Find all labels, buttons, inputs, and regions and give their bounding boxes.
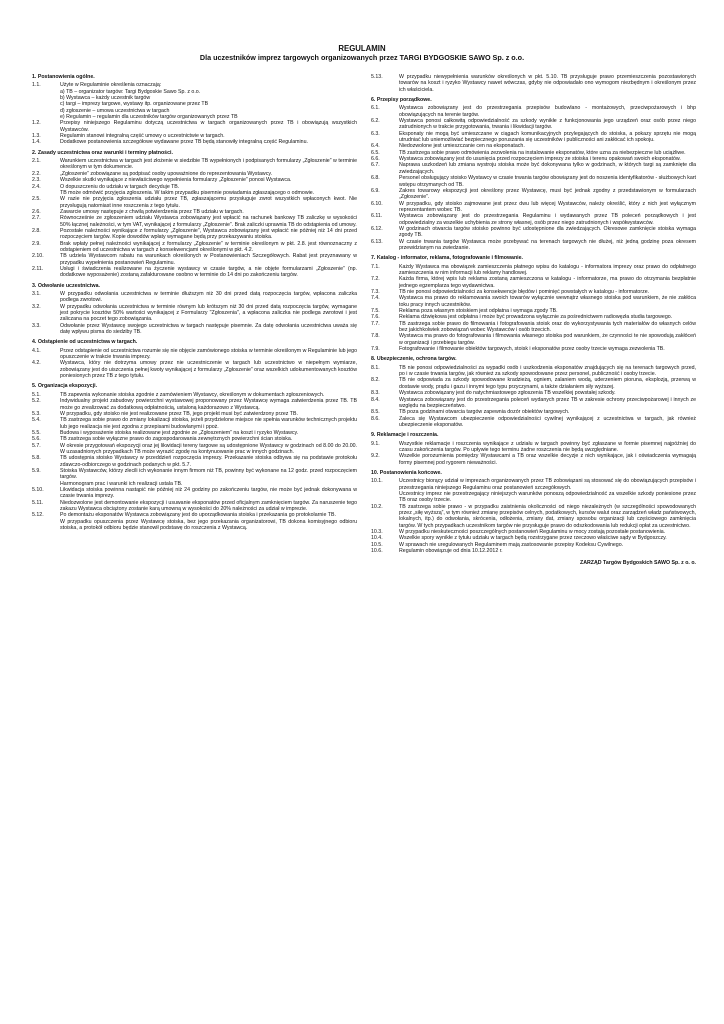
clause bbox=[371, 441, 696, 454]
clause-text: Wystawca zobowiązany jest do przestrzegania przepisów budowlano - montażowych, przeciwpożarowych i bhp obowiązujących na terenie targów. bbox=[399, 105, 696, 118]
clause-text: Eksponaty nie mogą być umieszczane w ciągach komunikacyjnych przylegających do stoiska, a pokazy sprzętu nie mogą utrudniać lub uniemożliwiać bezpiecznego poruszania się uczestników i publiczności ani zakłócać ich spokoju. bbox=[399, 130, 696, 144]
clause-text: W przypadku niewypełnienia warunków określonych w pkt. 5.10. TB przysługuje prawo przemieszczenia pozostawionych towarów na koszt i ryzyko Wystawcy nawet wówczas, gdyby nie odpowiadało ono wymogom niezbędnym i określonym przez ich właściciela. bbox=[399, 74, 696, 93]
section bbox=[371, 356, 696, 428]
clause bbox=[32, 512, 357, 531]
section bbox=[371, 255, 696, 352]
clause-number: 2.2. bbox=[32, 170, 41, 177]
clause bbox=[32, 184, 357, 197]
section-title: 2. Zasady uczestnictwa oraz warunki i terminy płatności. bbox=[32, 149, 173, 156]
clause-number: 7.4. bbox=[371, 295, 380, 302]
clause-number: 8.5. bbox=[371, 409, 380, 416]
clause bbox=[32, 253, 357, 266]
clause bbox=[371, 478, 696, 503]
clause-text: Każdy Wystawca ma obowiązek zamieszczenia płatnego wpisu do katalogu - informatora imprezy oraz prawo do odpłatnego zamieszczenia w nim informacji lub reklamy handlowej. bbox=[399, 263, 696, 276]
clause-number: 8.3. bbox=[371, 390, 380, 397]
clause-number: 6.9. bbox=[371, 187, 380, 194]
clause-number: 6.1. bbox=[371, 105, 380, 112]
clause-text: Zakres towarowy ekspozycji jest określony przez Wystawcę, musi być jednak zgodny z przedstawionym w formularzach „Zgłoszenie”. bbox=[399, 187, 696, 201]
section bbox=[371, 74, 696, 93]
clause-text: TB udziela Wystawcom rabatu na warunkach określonych w Postanowieniach Szczegółowych. Rabat jest przyznawany w przypadku wypełnienia postanowień Regulaminu. bbox=[60, 253, 357, 266]
clause-text: Wszystkie reklamacje i roszczenia wynikające z udziału w targach powinny być zgłaszane w formie pisemnej najpóźniej do czasu zakończenia targów. Po upływie tego terminu żadne roszczenia nie będą uwzględniane. bbox=[399, 440, 696, 453]
clause-number: 10.5. bbox=[371, 541, 383, 548]
clause bbox=[371, 416, 696, 429]
section-title: 5. Organizacja ekspozycji. bbox=[32, 383, 98, 390]
clause bbox=[32, 323, 357, 336]
clause-text: Wystawca zobowiązany jest do przestrzegania Regulaminu i wydawanych przez TB poleceń porządkowych i jest odpowiedzialny za wszelkie uchybienia ze strony własnej, osób przez niego zatrudnionych i współwystawców. bbox=[399, 213, 696, 226]
section-title: 9. Reklamacje i roszczenia. bbox=[371, 432, 439, 439]
clause-number: 6.10. bbox=[371, 200, 383, 207]
section bbox=[32, 150, 357, 279]
clause-number: 7.1. bbox=[371, 263, 380, 270]
section-title: 4. Odstąpienie od uczestnictwa w targach. bbox=[32, 339, 138, 346]
clause-text: TB zastrzega sobie prawo do zmiany lokalizacji stoiska, jeżeli przydzielone miejsce nie spełnia warunków technicznych projektu lub jego realizacja nie jest zgodna z przepisami budowlanymi i ppoż. bbox=[60, 417, 357, 430]
clause bbox=[32, 82, 357, 120]
clause-text: TB nie odpowiada za szkody spowodowane kradzieżą, ogniem, zalaniem wodą, uderzeniem pioruna, eksplozją, przerwą w dostawie wody, prądu i gazu i innymi tego typu przyczynami, a także działaniem siły wyższej. bbox=[399, 377, 696, 390]
clause bbox=[371, 365, 696, 378]
clause-number: 5.11. bbox=[32, 499, 44, 506]
clause bbox=[32, 348, 357, 361]
clause-text: Regulamin stanowi integralną część umowy o uczestnictwie w targach. bbox=[60, 133, 225, 140]
clause bbox=[371, 504, 696, 529]
section bbox=[32, 339, 357, 379]
clause bbox=[371, 453, 696, 466]
clause bbox=[32, 158, 357, 171]
clause-number: 2.3. bbox=[32, 177, 41, 184]
clause-text: W przypadku, gdy stoisko zajmowane jest przez dwu lub więcej Wystawców, należy określić, który z nich jest wyłącznym reprezentantem wobec TB. bbox=[399, 200, 696, 213]
clause-text: Wszelkie skutki wynikające z niewłaściwego wypełnienia formularzy „Zgłoszenie” ponosi Wystawca. bbox=[60, 177, 292, 184]
clause-number: 2.11. bbox=[32, 265, 44, 272]
clause-text: Personel obsługujący stoisko Wystawcy w czasie trwania targów obowiązany jest do noszenia identyfikatorów - służbowych kart wstępu otrzymanych od TB. bbox=[399, 175, 697, 188]
clause-text: Odwołanie przez Wystawcę swojego uczestnictwa w targach następuje pisemnie. Za datę odwołania uczestnictwa uważa się datę wpływu pisma do siedziby TB. bbox=[60, 322, 357, 336]
clause-number: 5.3. bbox=[32, 410, 41, 417]
clause bbox=[32, 443, 357, 456]
clause bbox=[371, 201, 696, 214]
clause-text: Równocześnie ze zgłoszeniem udziału Wystawca zobowiązany jest wpłacić na rachunek bankowy TB zaliczkę w wysokości 50% łącznej należności, w tym VAT, wynikającej z formularzy „Zgłoszenie”. Brak zaliczki uprawnia TB do odstąpienia od umowy. bbox=[60, 215, 357, 228]
clause-number: 5.8. bbox=[32, 455, 41, 462]
clause-number: 2.10. bbox=[32, 253, 44, 260]
clause bbox=[371, 105, 696, 118]
clause-text: Naprawa uszkodzeń lub zmiana wystroju stoiska może być dokonywana tylko w godzinach, w których targi są zamknięte dla zwiedzających. bbox=[399, 162, 696, 175]
clause-text: Wszelkie porozumienia pomiędzy Wystawcami a TB oraz wszelkie decyzje z nich wynikające, jak i oświadczenia wymagają formy pisemnej pod rygorem nieważności. bbox=[399, 453, 696, 466]
clause-text: Wystawca zobowiązany jest do przestrzegania poleceń wydanych przez TB w zakresie ochrony przeciwpożarowej i innych ze względu na bezpieczeństwo. bbox=[399, 396, 696, 409]
clause bbox=[371, 264, 696, 277]
clause bbox=[32, 139, 357, 145]
clause-number: 10.3. bbox=[371, 529, 383, 536]
clause-text: Wystawca ma prawo do reklamowania swoich towarów wyłącznie wewnątrz własnego stoiska pod warunkiem, że nie zakłóca toku pracy innych uczestników. bbox=[399, 295, 696, 308]
clause-text: Niedozwolone jest demontowanie ekspozycji i usuwanie eksponatów przed oficjalnym zamknięciem targów. Za naruszenie tego zakazu Wystawca obciążony zostanie karą umowną w wysokości do 20% należności za udział w imprezie. bbox=[60, 499, 357, 512]
section bbox=[371, 97, 696, 251]
clause-number: 6.6. bbox=[371, 156, 380, 163]
section bbox=[371, 432, 696, 466]
clause bbox=[32, 360, 357, 379]
clause bbox=[371, 226, 696, 239]
clause bbox=[371, 239, 696, 252]
clause-text: Pozostałe należności wynikające z formularzy „Zgłoszenie”, Wystawca zobowiązany jest wpłacić nie później niż 14 dni przed rozpoczęciem targów. Kopie dowodów wpłaty wymagane będą przy przekazywaniu stoiska. bbox=[60, 227, 357, 241]
clause-text: W godzinach otwarcia targów stoisko powinno być udostępnione dla zwiedzających. Okresowe zamknięcie stoiska wymaga zgody TB. bbox=[399, 225, 696, 239]
clause bbox=[32, 304, 357, 323]
clause-number: 5.10. bbox=[32, 486, 44, 493]
clause-text: Likwidacja stoiska powinna nastąpić nie później niż 24 godziny po zakończeniu targów, nie może być jednak dokonywana w czasie trwania imprezy. bbox=[60, 486, 357, 500]
clause-text: W przypadku odwołania uczestnictwa w terminie równym lub krótszym niż 30 dni przed datą rozpoczęcia targów, wymagane jest pokrycie kosztów 50% wartości wynikającej z Formularzy "Zgłoszenia", a wpłacona zaliczka nie podlega zwrotowi i jest zaliczana na poczet tego zobowiązania. bbox=[60, 303, 357, 323]
clause-text: Regulamin obowiązuje od dnia 10.12.2012 r. bbox=[399, 548, 503, 555]
clause bbox=[371, 295, 696, 308]
section bbox=[32, 74, 357, 146]
clause bbox=[32, 266, 357, 279]
clause-number: 6.7. bbox=[371, 162, 380, 169]
clause-text: Dodatkowe postanowienia szczegółowe wydawane przez TB będą stanowiły integralną część Regulaminu. bbox=[60, 139, 308, 146]
clause-number: 7.5. bbox=[371, 308, 380, 315]
clause-number: 6.12. bbox=[371, 225, 383, 232]
clause-number: 9.2. bbox=[371, 453, 380, 460]
clause-number: 1.3. bbox=[32, 133, 41, 140]
clause-number: 4.1. bbox=[32, 347, 41, 354]
section-title: 8. Ubezpieczenie, ochrona targów. bbox=[371, 356, 457, 363]
clause-number: 2.9. bbox=[32, 240, 41, 247]
clause bbox=[371, 175, 696, 188]
clause-number: 3.2. bbox=[32, 303, 41, 310]
clause bbox=[371, 276, 696, 289]
clause bbox=[371, 188, 696, 201]
clause-number: 10.2. bbox=[371, 503, 383, 510]
clause-number: 5.12. bbox=[32, 512, 44, 519]
clause-text: Indywidualny projekt zabudowy powierzchni wystawowej proponowany przez Wystawcę wymaga zatwierdzenia przez TB. TB może go zrealizować za dodatkową odpłatnością, ustaloną każdorazowo z Wystawcą. bbox=[60, 398, 357, 411]
clause-text: Zawarcie umowy następuje z chwilą potwierdzenia przez TB udziału w targach. bbox=[60, 208, 244, 215]
clause-number: 2.7. bbox=[32, 215, 41, 222]
clause bbox=[32, 487, 357, 500]
clause-text: W przypadku nieskuteczności poszczególnych postanowień Regulaminu w mocy zostają pozostałe postanowienia. bbox=[399, 529, 666, 536]
clause bbox=[371, 321, 696, 334]
clause-text: Każda firma, której wpis lub reklama zostaną zamieszczona w katalogu - informatorze, ma prawo do otrzymania bezpłatnie jednego egzemplarza tego wydawnictwa. bbox=[399, 276, 696, 289]
clause bbox=[32, 468, 357, 487]
clause-text: W okresie przygotowań ekspozycji oraz jej likwidacji tereny targowe są udostępnione Wystawcy w godzinach od 8.00 do 20.00. W uzasadnionych przypadkach TB może wyrazić zgodę na kontynuowanie prac w innych godzinach. bbox=[60, 442, 357, 455]
clause-text: TB zastrzega sobie prawo - w przypadku zaistnienia okoliczności od niego niezależnych (w szczególności spowodowanych przez „siłę wyższą”, w tym również zmianę przepisów celnych, podatkowych, kursów walut oraz zarządzeń władz państwowych, lokalnych, itp.) do odwołania, skrócenia, odłożenia, zmiany dat, zmiany sposobu organizacji lub częściowego zamknięcia targów. W tych przypadkach uczestnikom targów nie przysługuje prawo do odszkodowania lub redukcji opłat za uczestnictwo. bbox=[399, 503, 696, 529]
clause-number: 6.13. bbox=[371, 238, 383, 245]
clause bbox=[32, 398, 357, 411]
clause-text: O dopuszczeniu do udziału w targach decyduje TB. TB może odmówić przyjęcia zgłoszenia. W takim przypadku pisemnie powiadamia zgłaszającego o odmowie. bbox=[60, 183, 315, 196]
section-title: 10. Postanowienia końcowe. bbox=[371, 469, 442, 476]
clause-text: Stoiska Wystawców, którzy zlecili ich wykonanie innym firmom niż TB, powinny być wykonane na 12 godz. przed rozpoczęciem targów. Harmonogram prac i warunki ich realizacji ustala TB. bbox=[60, 467, 357, 487]
clause bbox=[371, 397, 696, 410]
document-header bbox=[0, 44, 724, 62]
clause-text: Przez odstąpienie od uczestnictwa rozumie się nie objęcie zamówionego stoiska w terminie określonym w Regulaminie lub jego opuszczenie w trakcie trwania imprezy. bbox=[60, 347, 357, 361]
document-subtitle: Dla uczestników imprez targowych organizowanych przez TARGI BYDGOSKIE SAWO Sp. z o.o. bbox=[199, 53, 525, 62]
clause-number: 8.2. bbox=[371, 377, 380, 384]
clause bbox=[371, 346, 696, 352]
clause-number: 8.6. bbox=[371, 415, 380, 422]
clause-number: 3.3. bbox=[32, 322, 41, 329]
clause bbox=[32, 291, 357, 304]
clause-text: TB zapewnia wykonanie stoiska zgodnie z zamówieniem Wystawcy, określonym w dokumentach zgłoszeniowych. bbox=[60, 391, 325, 398]
section-title: 6. Przepisy porządkowe. bbox=[371, 97, 432, 104]
clause-text: Wszelkie spory wynikłe z tytułu udziału w targach będą rozstrzygane przez rzeczowo właściwe sądy w Bydgoszczy. bbox=[399, 535, 667, 542]
section-title: 7. Katalog - informator, reklama, fotografowanie i filmowanie. bbox=[371, 255, 523, 262]
section bbox=[32, 283, 357, 336]
clause-text: TB zastrzega sobie prawo odmówienia zezwolenia na instalowanie eksponatów, które uzna za niebezpieczne lub uciążliwe. bbox=[399, 149, 686, 156]
clause bbox=[371, 74, 696, 93]
clause-text: TB udostępnia stoisko Wystawcy w przeddzień rozpoczęcia imprezy. Przekazanie stoiska odbywa się na podstawie protokołu zdawczo-odbiorczego w godzinach podanych w pkt. 5.7. bbox=[60, 455, 357, 468]
clause-number: 10.1. bbox=[371, 478, 383, 485]
clause-number: 6.2. bbox=[371, 118, 380, 125]
clause-number: 9.1. bbox=[371, 440, 380, 447]
clause bbox=[371, 131, 696, 144]
clause-text: TB nie ponosi odpowiedzialności za wypadki osób i uszkodzenia eksponatów znajdujących się na terenach targowych przed, po i w czasie trwania targów, jak również za szkody spowodowane przez personel, publiczność i osoby trzecie. bbox=[399, 364, 696, 378]
clause-number: 7.3. bbox=[371, 289, 380, 295]
clause-text: TB poza godzinami otwarcia targów zapewnia dozór obiektów targowych. bbox=[399, 409, 570, 416]
clause-number: 7.9. bbox=[371, 346, 380, 353]
clause-number: 2.6. bbox=[32, 208, 41, 215]
clause-number: 8.1. bbox=[371, 364, 380, 371]
clause-number: 2.8. bbox=[32, 227, 41, 234]
clause-text: Przepisy niniejszego Regulaminu dotyczą uczestnictwa w targach organizowanych przez TB i obowiązują wszystkich Wystawców. bbox=[60, 120, 357, 133]
clause-text: Warunkiem uczestnictwa w targach jest złożenie w siedzibie TB wypełnionych i podpisanych formularzy „Zgłoszenie” w terminie określonym w tym dokumencie. bbox=[60, 158, 357, 171]
clause-number: 7.6. bbox=[371, 314, 380, 321]
clause-text: Użyte w Regulaminie określenia oznaczają: a) TB – organizator targów: Targi Bydgoskie Sawo Sp. z o.o. b) Wystawca – każdy uczestnik targów c) targi – imprezy targowe, wystawy itp. organizowane przez TB d) zgłoszenie – umowa uczestnictwa w targach e) Regulamin – regulamin dla uczestników targów organizowanych przez TB bbox=[60, 82, 238, 121]
clause-text: Wystawca zobowiązany jest do usunięcia przed rozpoczęciem imprezy ze stoiska i terenu opakowań swoich eksponatów. bbox=[399, 156, 681, 163]
clause bbox=[32, 215, 357, 228]
clause bbox=[32, 120, 357, 133]
clause-text: Budowa i wyposażenie stoiska realizowane jest zgodnie ze „Zgłoszeniem” na koszt i ryzyko Wystawcy. bbox=[60, 429, 299, 436]
clause bbox=[32, 500, 357, 513]
clause-number: 5.6. bbox=[32, 436, 41, 443]
clause-text: Uczestnicy biorący udział w imprezach organizowanych przez TB zobowiązani są stosować się do obowiązujących przepisów i przestrzegania niniejszego Regulaminu oraz postanowień szczegółowych. Uczestnicy imprez nie przestrzegający niniejszych warunków ponoszą odpowiedzialność za wszelkie szkody poniesione przez TB oraz osoby trzecie. bbox=[399, 478, 696, 504]
clause bbox=[371, 377, 696, 390]
clause-text: W razie nie przyjęcia zgłoszenia udziału przez TB, zgłaszającemu przysługuje zwrot wszystkich wpłaconych kwot. Nie przysługują natomiast inne roszczenia z tego tytułu. bbox=[60, 196, 357, 209]
clause bbox=[371, 162, 696, 175]
clause-text: Wystawca ponosi całkowitą odpowiedzialność za szkody wynikłe z funkcjonowania jego urządzeń oraz osób przez niego zatrudnionych w trakcie przygotowania, trwania i likwidacji targów. bbox=[399, 118, 696, 131]
clause-number: 8.4. bbox=[371, 396, 380, 403]
clause-number: 5.2. bbox=[32, 398, 41, 405]
clause-number: 6.3. bbox=[371, 130, 380, 137]
clause-text: W czasie trwania targów Wystawca może przebywać na terenach targowych nie dłużej, niż jedną godzinę poza okresem przewidzianym na zwiedzanie. bbox=[399, 238, 696, 251]
clause-text: W przypadku, gdy stoisko nie jest realizowane przez TB, jego projekt musi być zatwierdzony przez TB. bbox=[60, 410, 298, 417]
clause-number: 5.9. bbox=[32, 467, 41, 474]
clause-number: 3.1. bbox=[32, 291, 41, 297]
right-column bbox=[371, 74, 696, 567]
clause-text: Reklama dźwiękowa jest odpłatna i może być prowadzona wyłącznie za pośrednictwem radiowęzła studia targowego. bbox=[399, 314, 673, 321]
clause bbox=[371, 333, 696, 346]
section-title: 3. Odwołanie uczestnictwa. bbox=[32, 282, 100, 289]
section bbox=[371, 470, 696, 554]
clause-text: Wystawca zobowiązany jest do natychmiastowego zgłoszenia TB wszelkiej powstałej szkody. bbox=[399, 390, 616, 397]
section-title: 1. Postanowienia ogólne. bbox=[32, 74, 95, 80]
clause-number: 2.4. bbox=[32, 183, 41, 190]
clause-text: TB zastrzega sobie prawo do filmowania i fotografowania stoisk oraz do wykorzystywania tych materiałów do własnych celów bez jakichkolwiek zobowiązań wobec Wystawców i osób trzecich. bbox=[399, 320, 696, 334]
clause-text: W sprawach nie uregulowanych Regulaminem mają zastosowanie przepisy Kodeksu Cywilnego. bbox=[399, 541, 624, 548]
clause-number: 7.7. bbox=[371, 320, 380, 327]
clause-number: 1.1. bbox=[32, 82, 41, 89]
clause-text: W przypadku odwołania uczestnictwa w terminie dłuższym niż 30 dni przed datą rozpoczęcia targów, wpłacona zaliczka podlega zwrotowi. bbox=[60, 291, 357, 304]
clause-number: 5.5. bbox=[32, 429, 41, 436]
clause-number: 7.8. bbox=[371, 333, 380, 340]
clause bbox=[32, 228, 357, 241]
clause-text: Po demontażu eksponatów Wystawca zobowiązany jest do uporządkowania stoiska i przekazania go protokolarnie TB. W przypadku opuszczenia przez Wystawcę stoiska, bez jego przekazania organizatorowi, TB dokona komisyjnego odbioru stoiska, a protokół odbioru będzie stanowił podstawę do roszczenia z Wystawcą. bbox=[60, 512, 357, 532]
clause-text: Fotografowanie i filmowanie obiektów targowych, stoisk i eksponatów przez osoby trzecie wymaga zezwolenia TB. bbox=[399, 346, 665, 353]
clause-number: 2.5. bbox=[32, 196, 41, 203]
document-title: REGULAMIN bbox=[338, 44, 386, 53]
section bbox=[32, 383, 357, 531]
clause-number: 2.1. bbox=[32, 158, 41, 165]
clause-text: Reklama poza własnym stoiskiem jest odpłatna i wymaga zgody TB. bbox=[399, 308, 558, 315]
clause-text: „Zgłoszenie” zobowiązane są podpisać osoby upoważnione do reprezentowania Wystawcy. bbox=[60, 170, 273, 177]
signature: ZARZĄD Targów Bydgoskich SAWO Sp. z o. o. bbox=[580, 560, 696, 567]
clause-number: 4.2. bbox=[32, 360, 41, 367]
clause-text: TB nie ponosi odpowiedzialności za konsekwencje błędów i pominięć powstałych w katalogu - informatorze. bbox=[399, 289, 650, 295]
clause bbox=[371, 118, 696, 131]
clause bbox=[371, 548, 696, 554]
clause bbox=[371, 213, 696, 226]
right-sections bbox=[371, 74, 696, 554]
clause-number: 5.1. bbox=[32, 391, 41, 398]
clause-text: Brak wpłaty pełnej należności wynikającej z formularzy „Zgłoszenie” w terminie określonym w pkt. 2.8. jest równoznaczny z odstąpieniem od uczestnictwa w targach z konsekwencjami określonymi w pkt. 4.2. bbox=[60, 240, 357, 253]
clause-number: 6.5. bbox=[371, 149, 380, 156]
clause-number: 5.13. bbox=[371, 74, 383, 80]
clause-text: Zaleca się Wystawcom ubezpieczenie odpowiedzialności cywilnej wynikającej z uczestnictwa w targach, jak również ubezpieczenie eksponatów. bbox=[399, 415, 696, 428]
clause-number: 1.2. bbox=[32, 120, 41, 127]
clause-text: Wystawca ma prawo do fotografowania i filmowania własnego stoiska pod warunkiem, że czynności te nie spowodują zakłóceń w organizacji i przebiegu targów. bbox=[399, 333, 696, 346]
clause-number: 10.6. bbox=[371, 548, 383, 555]
clause-number: 6.8. bbox=[371, 175, 380, 182]
clause bbox=[32, 241, 357, 254]
clause bbox=[32, 455, 357, 468]
left-column bbox=[32, 74, 357, 535]
clause-text: Wystawca, który nie dotrzyma umowy przez nie uczestniczenie w targach lub uczestnictwo w niepełnym wymiarze, zobowiązany jest do uiszczenia pełnej kwoty wynikającej z formularzy „Zgłoszenie” oraz wszelkich udokumentowanych kosztów poniesionych przez TB z tego tytułu. bbox=[60, 360, 357, 380]
clause-text: Niedozwolone jest umieszczanie cen na eksponatach. bbox=[399, 143, 525, 150]
clause-number: 7.2. bbox=[371, 276, 380, 283]
clause bbox=[32, 417, 357, 430]
clause bbox=[32, 196, 357, 209]
clause-text: TB zastrzega sobie wyłączne prawo do zagospodarowania zewnętrznych powierzchni ścian stoiska. bbox=[60, 436, 293, 443]
clause-number: 1.4. bbox=[32, 139, 41, 146]
clause-number: 6.11. bbox=[371, 213, 383, 220]
clause-number: 10.4. bbox=[371, 535, 383, 542]
clause-number: 5.7. bbox=[32, 442, 41, 449]
clause-text: Usługi i świadczenia realizowane na życzenie wystawcy w czasie targów, a nie objęte formularzami „Zgłoszenie” (np. dodatkowe wyposażenie) zostaną zafakturowane osobno w terminie do 14 dni po zakończeniu targów. bbox=[60, 265, 357, 279]
clause-number: 6.4. bbox=[371, 143, 380, 150]
clause-number: 5.4. bbox=[32, 417, 41, 424]
